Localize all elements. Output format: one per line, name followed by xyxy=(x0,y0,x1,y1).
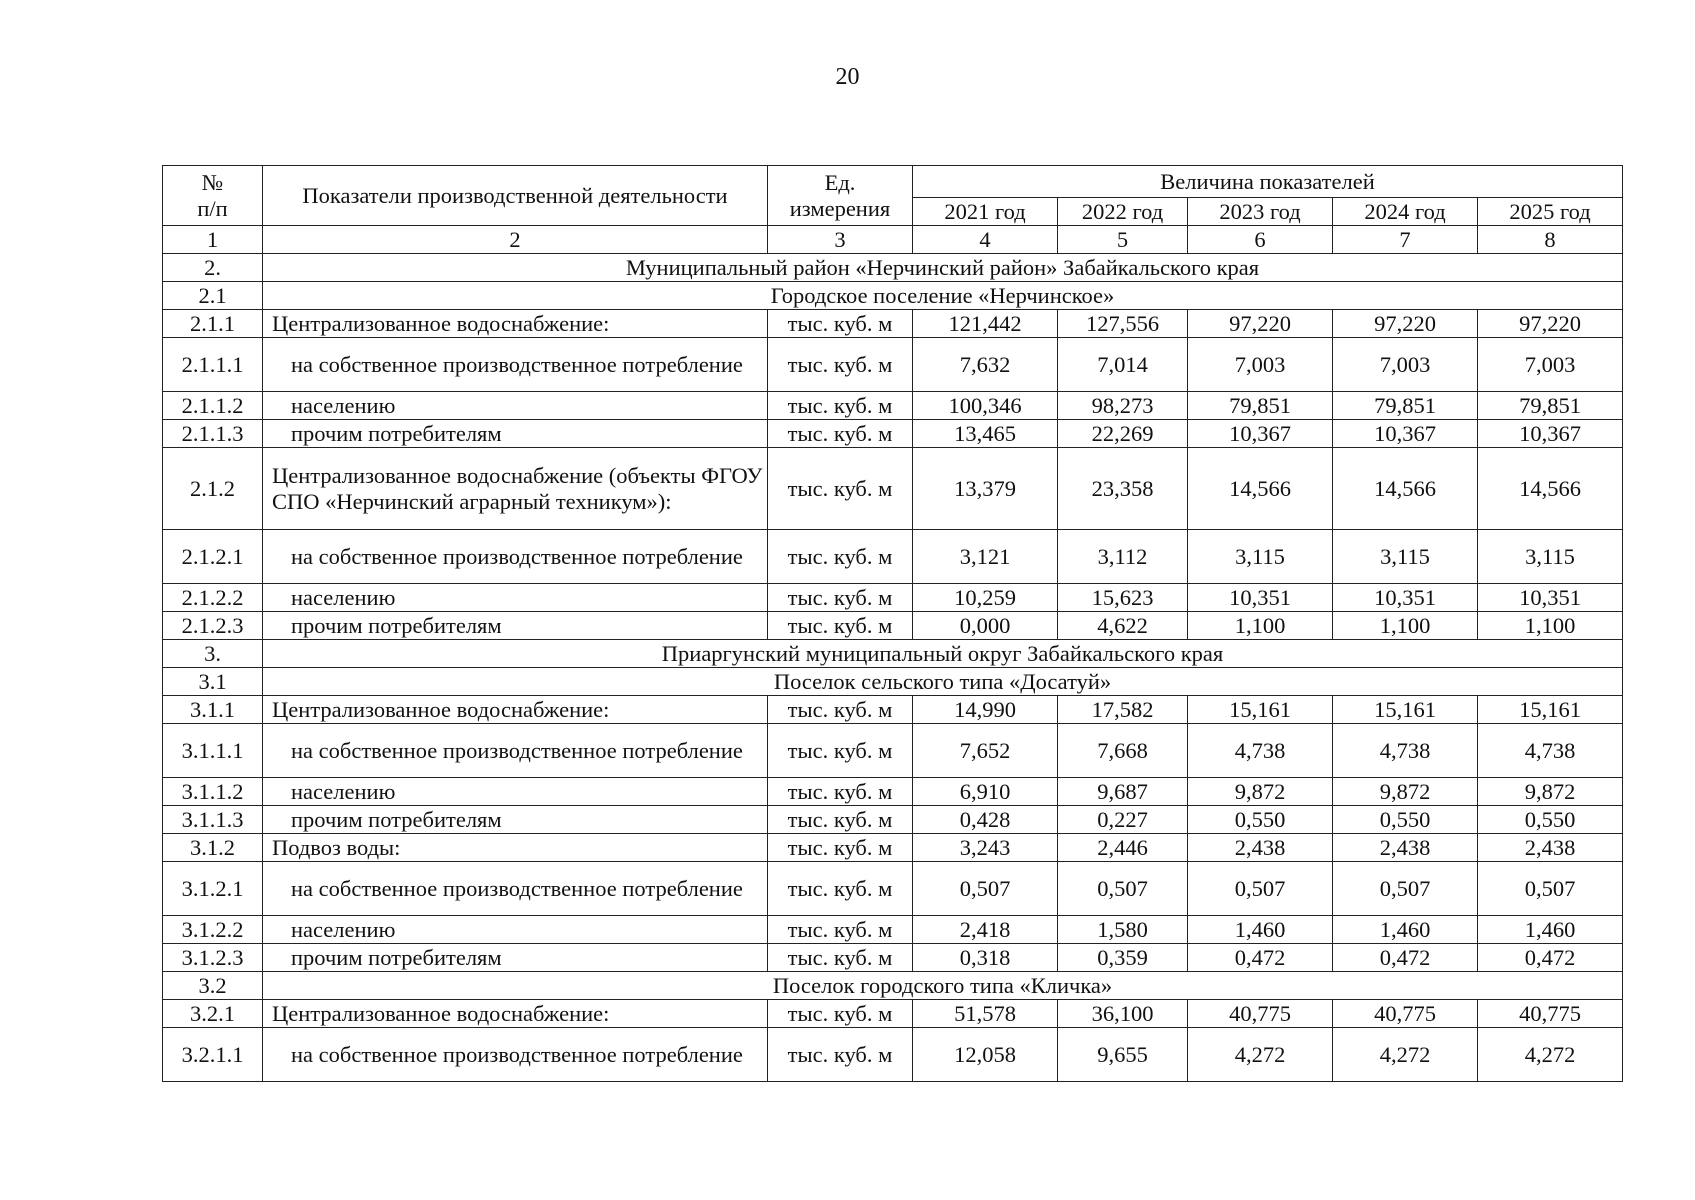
row-number: 3.2 xyxy=(163,972,263,1000)
table-row xyxy=(163,778,1623,806)
row-number: 2.1.1.2 xyxy=(163,392,263,420)
table-row xyxy=(163,392,1623,420)
table-row xyxy=(163,584,1623,612)
row-number: 2.1.2.1 xyxy=(163,530,263,584)
value-cell: 40,775 xyxy=(1478,1000,1623,1028)
row-number: 3.1.2.3 xyxy=(163,944,263,972)
value-cell: 9,655 xyxy=(1058,1028,1188,1082)
row-number: 3.2.1 xyxy=(163,1000,263,1028)
value-cell: 0,472 xyxy=(1188,944,1333,972)
value-cell: 13,379 xyxy=(913,448,1058,530)
value-cell: 0,550 xyxy=(1188,806,1333,834)
value-cell: 97,220 xyxy=(1478,310,1623,338)
value-cell: 7,003 xyxy=(1478,338,1623,392)
value-cell: 7,652 xyxy=(913,724,1058,778)
value-cell: 1,100 xyxy=(1188,612,1333,640)
value-cell: 10,367 xyxy=(1478,420,1623,448)
value-cell: 23,358 xyxy=(1058,448,1188,530)
unit-cell: тыс. куб. м xyxy=(768,392,913,420)
value-cell: 4,738 xyxy=(1333,724,1478,778)
table-row xyxy=(163,834,1623,862)
value-cell: 2,438 xyxy=(1188,834,1333,862)
value-cell: 17,582 xyxy=(1058,696,1188,724)
column-number: 8 xyxy=(1478,226,1623,254)
value-cell: 9,872 xyxy=(1478,778,1623,806)
value-cell: 15,623 xyxy=(1058,584,1188,612)
indicator-name: на собственное производственное потребление xyxy=(263,530,768,584)
value-cell: 97,220 xyxy=(1188,310,1333,338)
unit-cell: тыс. куб. м xyxy=(768,530,913,584)
indicator-name: прочим потребителям xyxy=(263,612,768,640)
value-cell: 4,272 xyxy=(1188,1028,1333,1082)
table-row xyxy=(163,724,1623,778)
value-cell: 40,775 xyxy=(1333,1000,1478,1028)
section-title: Поселок сельского типа «Досатуй» xyxy=(263,668,1623,696)
value-cell: 4,622 xyxy=(1058,612,1188,640)
value-cell: 0,227 xyxy=(1058,806,1188,834)
value-cell: 15,161 xyxy=(1478,696,1623,724)
row-number: 3.1.1.3 xyxy=(163,806,263,834)
table-row xyxy=(163,612,1623,640)
indicator-name: на собственное производственное потребление xyxy=(263,724,768,778)
value-cell: 0,318 xyxy=(913,944,1058,972)
value-cell: 0,550 xyxy=(1478,806,1623,834)
column-number: 1 xyxy=(163,226,263,254)
value-cell: 7,003 xyxy=(1188,338,1333,392)
value-cell: 0,507 xyxy=(913,862,1058,916)
value-cell: 0,507 xyxy=(1333,862,1478,916)
value-cell: 14,990 xyxy=(913,696,1058,724)
value-cell: 3,243 xyxy=(913,834,1058,862)
indicator-name: населению xyxy=(263,778,768,806)
value-cell: 10,367 xyxy=(1333,420,1478,448)
value-cell: 10,351 xyxy=(1188,584,1333,612)
indicator-name: на собственное производственное потребление xyxy=(263,1028,768,1082)
row-number: 3.2.1.1 xyxy=(163,1028,263,1082)
table-row xyxy=(163,420,1623,448)
value-cell: 100,346 xyxy=(913,392,1058,420)
indicator-name: на собственное производственное потребление xyxy=(263,862,768,916)
value-cell: 2,446 xyxy=(1058,834,1188,862)
value-cell: 4,272 xyxy=(1333,1028,1478,1082)
header-year: 2021 год xyxy=(913,198,1058,226)
row-number: 2.1.1.3 xyxy=(163,420,263,448)
indicator-name: Централизованное водоснабжение (объекты ФГОУ СПО «Нерчинский аграрный техникум»): xyxy=(263,448,768,530)
value-cell: 0,000 xyxy=(913,612,1058,640)
value-cell: 15,161 xyxy=(1333,696,1478,724)
unit-cell: тыс. куб. м xyxy=(768,448,913,530)
value-cell: 79,851 xyxy=(1478,392,1623,420)
unit-cell: тыс. куб. м xyxy=(768,338,913,392)
unit-cell: тыс. куб. м xyxy=(768,916,913,944)
value-cell: 1,580 xyxy=(1058,916,1188,944)
value-cell: 3,115 xyxy=(1478,530,1623,584)
unit-cell: тыс. куб. м xyxy=(768,420,913,448)
section-row xyxy=(163,972,1623,1000)
value-cell: 3,115 xyxy=(1333,530,1478,584)
value-cell: 3,121 xyxy=(913,530,1058,584)
row-number: 3.1.1.2 xyxy=(163,778,263,806)
value-cell: 7,668 xyxy=(1058,724,1188,778)
value-cell: 9,687 xyxy=(1058,778,1188,806)
section-title: Поселок городского типа «Кличка» xyxy=(263,972,1623,1000)
section-row xyxy=(163,254,1623,282)
row-number: 3.1.2.1 xyxy=(163,862,263,916)
indicators-table xyxy=(162,165,1623,1082)
value-cell: 10,259 xyxy=(913,584,1058,612)
value-cell: 22,269 xyxy=(1058,420,1188,448)
table-row xyxy=(163,1028,1623,1082)
value-cell: 0,472 xyxy=(1478,944,1623,972)
value-cell: 15,161 xyxy=(1188,696,1333,724)
value-cell: 121,442 xyxy=(913,310,1058,338)
value-cell: 51,578 xyxy=(913,1000,1058,1028)
value-cell: 3,115 xyxy=(1188,530,1333,584)
value-cell: 98,273 xyxy=(1058,392,1188,420)
unit-cell: тыс. куб. м xyxy=(768,944,913,972)
value-cell: 9,872 xyxy=(1188,778,1333,806)
value-cell: 7,632 xyxy=(913,338,1058,392)
indicator-name: прочим потребителям xyxy=(263,806,768,834)
indicator-name: Централизованное водоснабжение: xyxy=(263,1000,768,1028)
value-cell: 4,738 xyxy=(1188,724,1333,778)
value-cell: 4,272 xyxy=(1478,1028,1623,1082)
value-cell: 1,460 xyxy=(1188,916,1333,944)
row-number: 3.1.2.2 xyxy=(163,916,263,944)
value-cell: 14,566 xyxy=(1333,448,1478,530)
table-row xyxy=(163,696,1623,724)
value-cell: 13,465 xyxy=(913,420,1058,448)
page-number: 20 xyxy=(835,64,860,90)
table-row xyxy=(163,448,1623,530)
value-cell: 0,428 xyxy=(913,806,1058,834)
row-number: 2.1.2.2 xyxy=(163,584,263,612)
indicator-name: населению xyxy=(263,584,768,612)
unit-cell: тыс. куб. м xyxy=(768,806,913,834)
unit-cell: тыс. куб. м xyxy=(768,1028,913,1082)
row-number: 2.1.1 xyxy=(163,310,263,338)
table-row xyxy=(163,1000,1623,1028)
value-cell: 7,014 xyxy=(1058,338,1188,392)
indicator-name: населению xyxy=(263,916,768,944)
value-cell: 0,507 xyxy=(1188,862,1333,916)
header-year: 2023 год xyxy=(1188,198,1333,226)
value-cell: 0,550 xyxy=(1333,806,1478,834)
unit-cell: тыс. куб. м xyxy=(768,724,913,778)
value-cell: 1,100 xyxy=(1478,612,1623,640)
column-number: 7 xyxy=(1333,226,1478,254)
header-year: 2024 год xyxy=(1333,198,1478,226)
header-year: 2025 год xyxy=(1478,198,1623,226)
row-number: 2.1.1.1 xyxy=(163,338,263,392)
column-number: 5 xyxy=(1058,226,1188,254)
unit-cell: тыс. куб. м xyxy=(768,584,913,612)
unit-cell: тыс. куб. м xyxy=(768,612,913,640)
indicator-name: прочим потребителям xyxy=(263,944,768,972)
value-cell: 0,359 xyxy=(1058,944,1188,972)
row-number: 3.1.2 xyxy=(163,834,263,862)
header-indicator: Показатели производственной деятельности xyxy=(263,166,768,226)
value-cell: 4,738 xyxy=(1478,724,1623,778)
header-values-group: Величина показателей xyxy=(913,166,1623,198)
value-cell: 97,220 xyxy=(1333,310,1478,338)
unit-cell: тыс. куб. м xyxy=(768,1000,913,1028)
table-row xyxy=(163,944,1623,972)
value-cell: 0,507 xyxy=(1058,862,1188,916)
unit-cell: тыс. куб. м xyxy=(768,834,913,862)
header-num: № п/п xyxy=(163,166,263,226)
unit-cell: тыс. куб. м xyxy=(768,310,913,338)
unit-cell: тыс. куб. м xyxy=(768,778,913,806)
row-number: 2.1.2 xyxy=(163,448,263,530)
row-number: 3.1.1 xyxy=(163,696,263,724)
column-number: 3 xyxy=(768,226,913,254)
column-number: 4 xyxy=(913,226,1058,254)
value-cell: 6,910 xyxy=(913,778,1058,806)
value-cell: 40,775 xyxy=(1188,1000,1333,1028)
value-cell: 36,100 xyxy=(1058,1000,1188,1028)
value-cell: 10,351 xyxy=(1478,584,1623,612)
value-cell: 0,507 xyxy=(1478,862,1623,916)
indicator-name: населению xyxy=(263,392,768,420)
row-number: 3.1.1.1 xyxy=(163,724,263,778)
column-number: 6 xyxy=(1188,226,1333,254)
table-row xyxy=(163,916,1623,944)
table-row xyxy=(163,338,1623,392)
value-cell: 2,438 xyxy=(1478,834,1623,862)
header-year: 2022 год xyxy=(1058,198,1188,226)
unit-cell: тыс. куб. м xyxy=(768,696,913,724)
section-title: Приаргунский муниципальный округ Забайкальского края xyxy=(263,640,1623,668)
value-cell: 14,566 xyxy=(1478,448,1623,530)
row-number: 3. xyxy=(163,640,263,668)
value-cell: 3,112 xyxy=(1058,530,1188,584)
value-cell: 79,851 xyxy=(1188,392,1333,420)
value-cell: 2,438 xyxy=(1333,834,1478,862)
indicator-name: прочим потребителям xyxy=(263,420,768,448)
value-cell: 14,566 xyxy=(1188,448,1333,530)
header-unit: Ед. измерения xyxy=(768,166,913,226)
value-cell: 1,460 xyxy=(1333,916,1478,944)
value-cell: 0,472 xyxy=(1333,944,1478,972)
row-number: 2. xyxy=(163,254,263,282)
row-number: 3.1 xyxy=(163,668,263,696)
section-title: Муниципальный район «Нерчинский район» Забайкальского края xyxy=(263,254,1623,282)
value-cell: 12,058 xyxy=(913,1028,1058,1082)
unit-cell: тыс. куб. м xyxy=(768,862,913,916)
value-cell: 79,851 xyxy=(1333,392,1478,420)
value-cell: 10,367 xyxy=(1188,420,1333,448)
value-cell: 127,556 xyxy=(1058,310,1188,338)
row-number: 2.1.2.3 xyxy=(163,612,263,640)
value-cell: 1,460 xyxy=(1478,916,1623,944)
indicator-name: Централизованное водоснабжение: xyxy=(263,696,768,724)
indicator-name: на собственное производственное потребление xyxy=(263,338,768,392)
section-row xyxy=(163,640,1623,668)
section-title: Городское поселение «Нерчинское» xyxy=(263,282,1623,310)
section-row xyxy=(163,282,1623,310)
value-cell: 2,418 xyxy=(913,916,1058,944)
row-number: 2.1 xyxy=(163,282,263,310)
value-cell: 7,003 xyxy=(1333,338,1478,392)
value-cell: 10,351 xyxy=(1333,584,1478,612)
indicator-name: Централизованное водоснабжение: xyxy=(263,310,768,338)
table-row xyxy=(163,862,1623,916)
section-row xyxy=(163,668,1623,696)
indicator-name: Подвоз воды: xyxy=(263,834,768,862)
table-row xyxy=(163,310,1623,338)
table-row xyxy=(163,530,1623,584)
value-cell: 1,100 xyxy=(1333,612,1478,640)
table-row xyxy=(163,806,1623,834)
column-number: 2 xyxy=(263,226,768,254)
value-cell: 9,872 xyxy=(1333,778,1478,806)
